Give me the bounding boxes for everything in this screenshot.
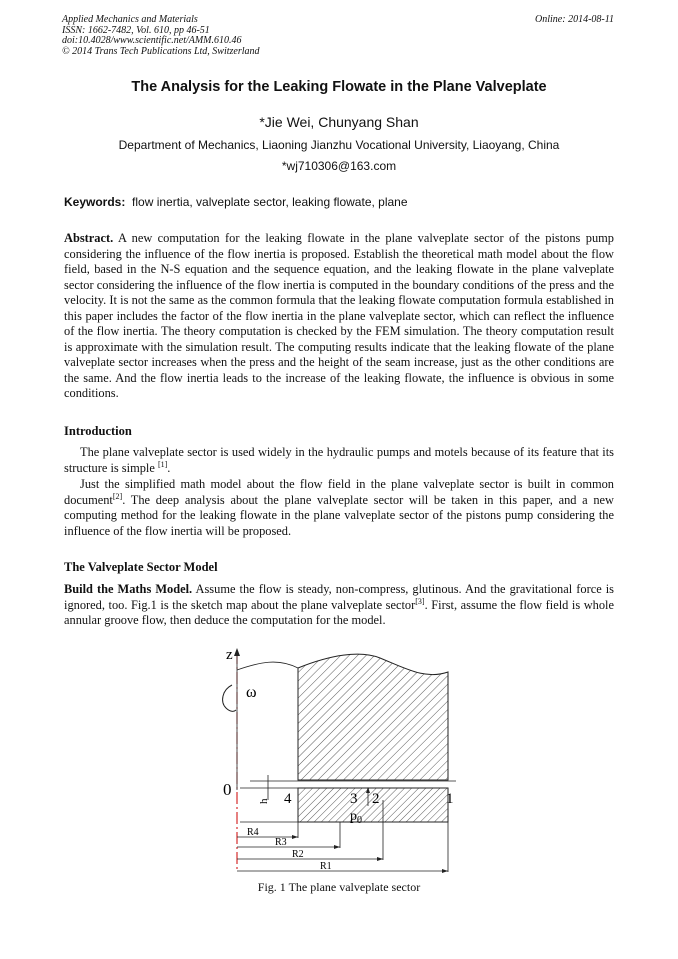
- affiliation: Department of Mechanics, Liaoning Jianzhu Vocational University, Liaoyang, China: [118, 138, 560, 152]
- abstract: [64, 231, 614, 402]
- intro-p2-text-b: . The deep analysis about the plane valveplate sector will be taken in this paper, and a new computing method for the leaking flowate in the plane valveplate sector of the pistons pump considering the influence of the flow inertia will be proposed.: [64, 492, 614, 538]
- r3-label: R3: [275, 837, 287, 848]
- r4-label: R4: [247, 827, 259, 838]
- rotation-arrow: [223, 685, 236, 711]
- paper-title: The Analysis for the Leaking Flowate in the Plane Valveplate: [131, 79, 547, 95]
- online-date: Online: 2014-08-11: [535, 14, 614, 25]
- keywords: [64, 195, 408, 209]
- copyright-line: © 2014 Trans Tech Publications Ltd, Switzerland: [62, 45, 260, 57]
- origin-label: 0: [223, 780, 232, 799]
- model-sub-label: Build the Maths Model.: [64, 582, 193, 596]
- intro-paragraph-2: [64, 477, 614, 539]
- r2-label: R2: [292, 849, 304, 860]
- intro-p2-ref: [2]: [112, 491, 123, 501]
- intro-paragraph-1: [64, 445, 614, 476]
- point-3-label: 3: [350, 791, 358, 807]
- p0-symbol: p: [350, 809, 357, 824]
- figure-caption: Fig. 1 The plane valveplate sector: [257, 880, 421, 894]
- r1-label: R1: [320, 861, 332, 872]
- journal-header: [62, 15, 260, 57]
- model-p1-text-b: . First, assume the flow field is whole annular groove flow, then deduce the computation for the model.: [64, 597, 614, 627]
- valveplate-sketch: [220, 640, 470, 880]
- z-arrow: [234, 648, 240, 656]
- intro-p1-ref: [1]: [157, 459, 168, 469]
- issn-line: ISSN: 1662-7482, Vol. 610, pp 46-51: [62, 24, 210, 36]
- intro-p1-end: .: [167, 460, 171, 475]
- point-2-label: 2: [372, 791, 380, 807]
- radius-arrowheads: [292, 835, 448, 873]
- p0-subscript: 0: [357, 815, 362, 826]
- model-p1-text: Assume the flow is steady, non-compress, glutinous. And the gravitational force is ignored, too. Fig.1 is the sketch map about the plane valveplate sector: [64, 582, 615, 612]
- abstract-text: A new computation for the leaking flowate in the plane valveplate sector of the pistons pump considering the influence of the flow inertia is proposed. Establish the theoretical math model about the flow field, based in the N-S equation and the sequence equation, and the leaking flowate in the plane valveplate sector considering the influence of the flow inertia is computed in the boundary conditions of the press and the velocity. It is not the same as the common formula that the leaking flowate computation formula established in this paper includes the factor of the flow inertia in the plane valveplate sector, which can reflect the influence of the flow inertia. The theory computation is checked by the FEM simulation. The theory computation result is approximate with the simulation result. The computing results indicate that the leaking flowate of the plane valveplate sector increases when the press and the height of the seam increase, just as the other conditions are the same. And the flow inertia leads to the increase of the leaking flowate, the influence is obvious in some conditions.: [64, 231, 614, 400]
- intro-p2-text: Just the simplified math model about the flow field in the plane valveplate sector is built in common document: [64, 477, 614, 507]
- journal-name: Applied Mechanics and Materials: [62, 14, 198, 25]
- point-4-label: 4: [284, 791, 292, 807]
- intro-heading: Introduction: [64, 424, 132, 438]
- authors: *Jie Wei, Chunyang Shan: [259, 114, 419, 130]
- upper-block: [298, 654, 448, 780]
- z-label: z: [226, 647, 233, 663]
- email: *wj710306@163.com: [281, 159, 397, 173]
- model-heading: The Valveplate Sector Model: [64, 560, 218, 574]
- model-paragraph: [64, 582, 614, 629]
- model-p1-ref: [3]: [415, 596, 425, 606]
- h-label: h: [258, 798, 270, 804]
- abstract-label: Abstract.: [64, 231, 114, 245]
- intro-p1-text: The plane valveplate sector is used widely in the hydraulic pumps and motels because of its feature that its structure is simple: [64, 445, 614, 475]
- doi-line: doi:10.4028/www.scientific.net/AMM.610.46: [62, 35, 242, 46]
- surface-line: [237, 662, 298, 670]
- keywords-text: flow inertia, valveplate sector, leaking flowate, plane: [132, 195, 408, 209]
- point-1-label: 1: [446, 791, 454, 807]
- omega-label: ω: [246, 684, 257, 701]
- keywords-label: Keywords:: [64, 195, 126, 209]
